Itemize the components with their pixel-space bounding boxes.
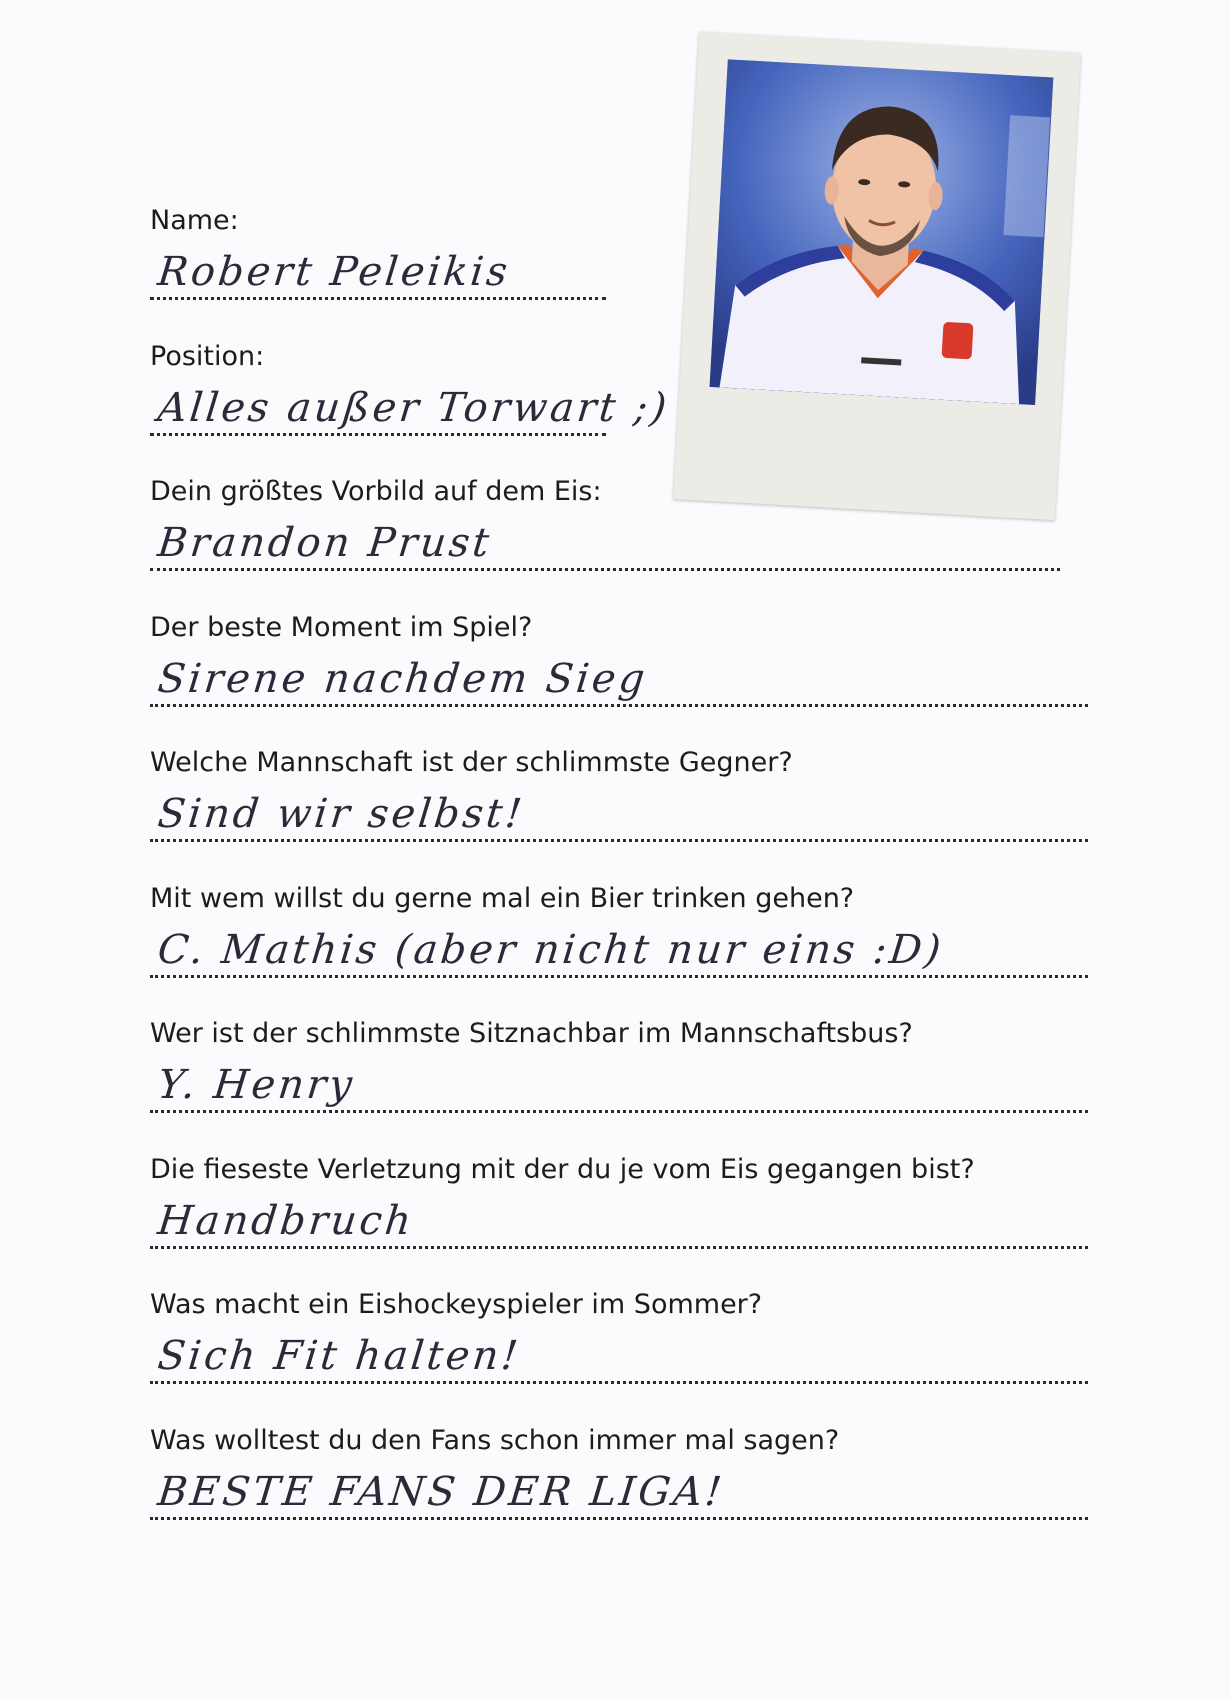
label-summer: Was macht ein Eishockeyspieler im Sommer? [150, 1289, 763, 1320]
answer-line-bus-neighbor [150, 1054, 1088, 1113]
field-position [150, 341, 672, 436]
label-position: Position: [150, 341, 265, 372]
answer-line-best-moment [150, 648, 1088, 707]
field-worst-opponent [150, 747, 1088, 842]
polaroid-frame [673, 32, 1081, 521]
answer-line-position [150, 377, 672, 436]
answer-beer-buddy: C. Mathis (aber nicht nur eins :D) [155, 927, 946, 973]
answer-name: Robert Peleikis [155, 249, 513, 295]
label-beer-buddy: Mit wem willst du gerne mal ein Bier trinken gehen? [150, 883, 855, 914]
answer-position: Alles außer Torwart ;) [155, 385, 672, 431]
answer-line-name [150, 241, 606, 300]
label-best-moment: Der beste Moment im Spiel? [150, 612, 533, 643]
field-bus-neighbor [150, 1018, 1088, 1113]
label-bus-neighbor: Wer ist der schlimmste Sitznachbar im Mannschaftsbus? [150, 1018, 913, 1049]
answer-line-injury [150, 1190, 1088, 1249]
answer-line-worst-opponent [150, 783, 1088, 842]
label-fans-message: Was wolltest du den Fans schon immer mal sagen? [150, 1425, 840, 1456]
player-portrait-icon [710, 59, 1054, 405]
answer-summer: Sich Fit halten! [155, 1333, 523, 1379]
answer-best-moment: Sirene nachdem Sieg [155, 656, 650, 702]
answer-fans-message: BESTE FANS DER LIGA! [155, 1469, 727, 1515]
answer-injury: Handbruch [155, 1198, 417, 1244]
field-best-moment [150, 612, 1088, 707]
label-injury: Die fieseste Verletzung mit der du je vom Eis gegangen bist? [150, 1154, 975, 1185]
answer-line-role-model [150, 512, 1060, 571]
field-injury [150, 1154, 1088, 1249]
answer-line-fans-message [150, 1461, 1088, 1520]
answer-line-summer [150, 1325, 1088, 1384]
field-beer-buddy [150, 883, 1088, 978]
field-summer [150, 1289, 1088, 1384]
answer-worst-opponent: Sind wir selbst! [155, 791, 527, 837]
answer-role-model: Brandon Prust [155, 520, 495, 566]
label-name: Name: [150, 205, 239, 236]
answer-bus-neighbor: Y. Henry [155, 1062, 358, 1108]
label-worst-opponent: Welche Mannschaft ist der schlimmste Gegner? [150, 747, 793, 778]
answer-line-beer-buddy [150, 919, 1088, 978]
player-portrait-photo [710, 59, 1054, 405]
label-role-model: Dein größtes Vorbild auf dem Eis: [150, 476, 602, 507]
field-fans-message [150, 1425, 1088, 1520]
field-name [150, 205, 606, 300]
